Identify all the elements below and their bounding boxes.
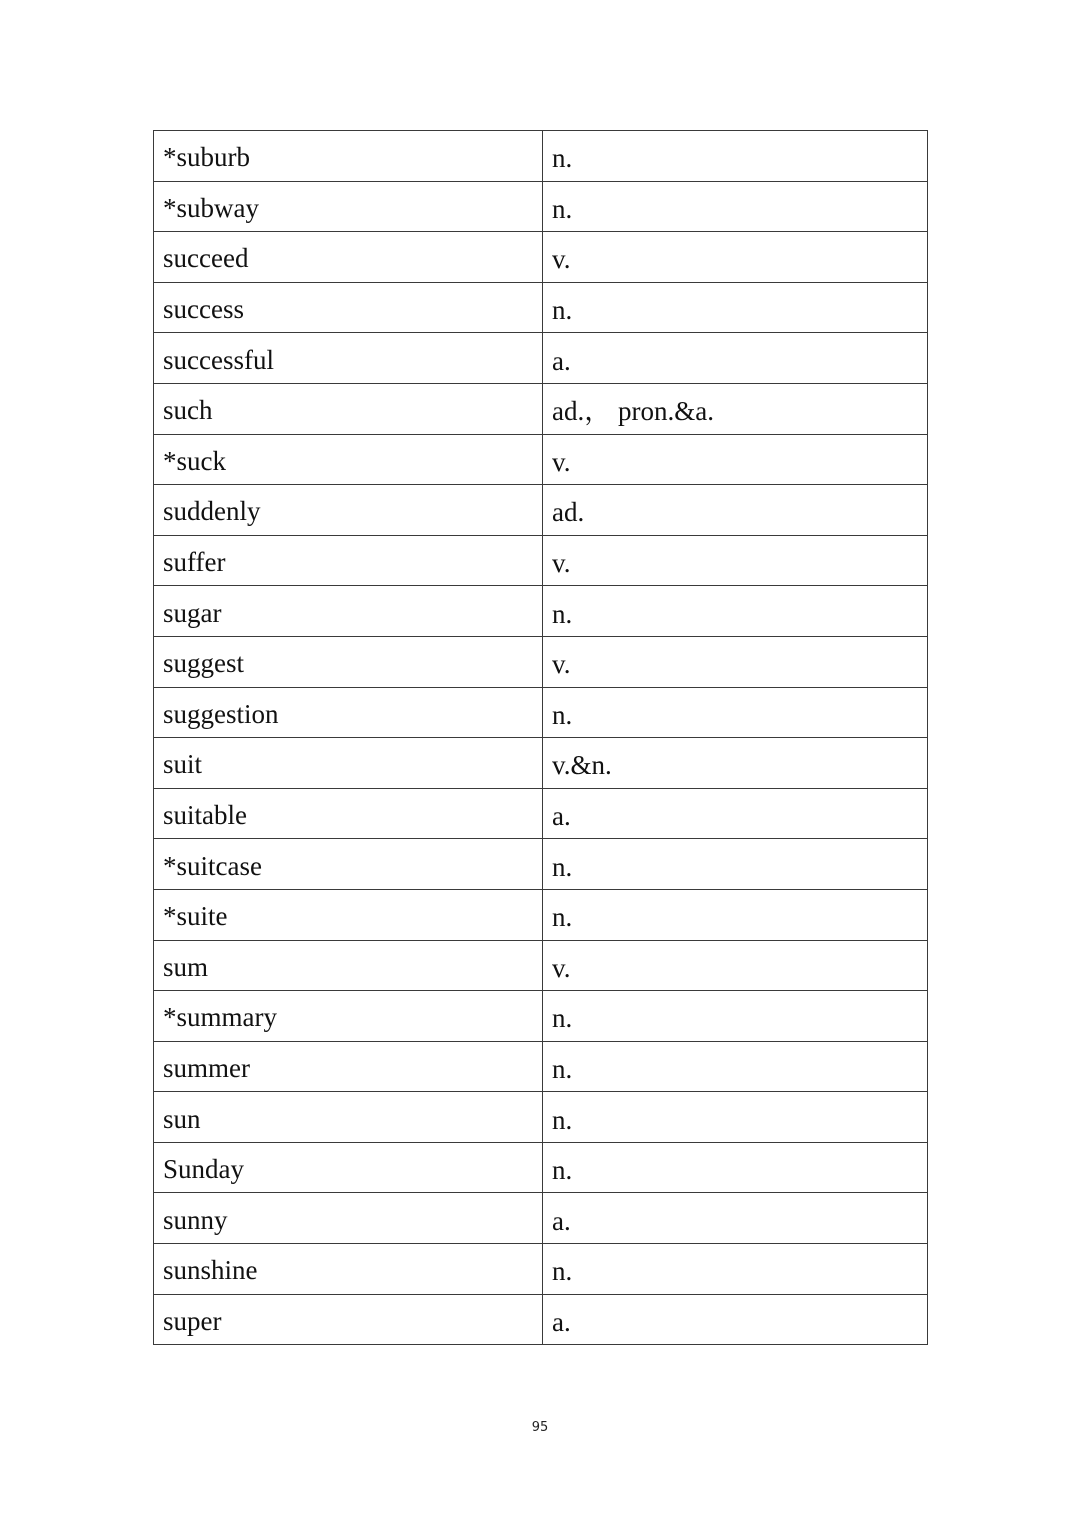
word-cell: successful bbox=[154, 333, 543, 384]
table-row bbox=[154, 383, 928, 434]
table-row bbox=[154, 687, 928, 738]
word-cell: suit bbox=[154, 738, 543, 789]
table-row bbox=[154, 232, 928, 283]
table-row bbox=[154, 839, 928, 890]
table-row bbox=[154, 738, 928, 789]
part-of-speech-cell: n. bbox=[543, 1092, 928, 1143]
word-cell: succeed bbox=[154, 232, 543, 283]
part-of-speech-cell: n. bbox=[543, 1041, 928, 1092]
word-cell: sum bbox=[154, 940, 543, 991]
part-of-speech-cell: v. bbox=[543, 940, 928, 991]
word-cell: suggestion bbox=[154, 687, 543, 738]
word-cell: *suite bbox=[154, 889, 543, 940]
word-cell: such bbox=[154, 383, 543, 434]
word-cell: *suck bbox=[154, 434, 543, 485]
table-row bbox=[154, 636, 928, 687]
word-cell: suggest bbox=[154, 636, 543, 687]
part-of-speech-cell: v.&n. bbox=[543, 738, 928, 789]
part-of-speech-cell: a. bbox=[543, 333, 928, 384]
table-row bbox=[154, 485, 928, 536]
word-cell: *suburb bbox=[154, 131, 543, 182]
table-row bbox=[154, 1244, 928, 1295]
part-of-speech-cell: n. bbox=[543, 181, 928, 232]
part-of-speech-cell: a. bbox=[543, 1294, 928, 1345]
part-of-speech-cell: ad.， pron.&a. bbox=[543, 383, 928, 434]
part-of-speech-cell: v. bbox=[543, 535, 928, 586]
table-row bbox=[154, 434, 928, 485]
part-of-speech-cell: n. bbox=[543, 1244, 928, 1295]
table-row bbox=[154, 940, 928, 991]
table-row bbox=[154, 788, 928, 839]
part-of-speech-cell: n. bbox=[543, 282, 928, 333]
part-of-speech-cell: n. bbox=[543, 687, 928, 738]
table-row bbox=[154, 586, 928, 637]
word-cell: Sunday bbox=[154, 1142, 543, 1193]
word-cell: suffer bbox=[154, 535, 543, 586]
table-row bbox=[154, 991, 928, 1042]
table-row bbox=[154, 131, 928, 182]
table-row bbox=[154, 889, 928, 940]
word-cell: sunny bbox=[154, 1193, 543, 1244]
table-row bbox=[154, 333, 928, 384]
part-of-speech-cell: n. bbox=[543, 586, 928, 637]
word-cell: sun bbox=[154, 1092, 543, 1143]
part-of-speech-cell: v. bbox=[543, 636, 928, 687]
part-of-speech-cell: n. bbox=[543, 991, 928, 1042]
word-cell: *suitcase bbox=[154, 839, 543, 890]
part-of-speech-cell: n. bbox=[543, 1142, 928, 1193]
table-row bbox=[154, 282, 928, 333]
word-cell: *subway bbox=[154, 181, 543, 232]
page-number: 95 bbox=[531, 1420, 549, 1435]
word-cell: success bbox=[154, 282, 543, 333]
table-row bbox=[154, 1193, 928, 1244]
table-row bbox=[154, 1294, 928, 1345]
word-cell: sunshine bbox=[154, 1244, 543, 1295]
table-row bbox=[154, 1041, 928, 1092]
word-cell: suddenly bbox=[154, 485, 543, 536]
table-row bbox=[154, 535, 928, 586]
part-of-speech-cell: a. bbox=[543, 1193, 928, 1244]
part-of-speech-cell: v. bbox=[543, 232, 928, 283]
word-cell: suitable bbox=[154, 788, 543, 839]
part-of-speech-cell: n. bbox=[543, 839, 928, 890]
table-row bbox=[154, 1142, 928, 1193]
part-of-speech-cell: n. bbox=[543, 889, 928, 940]
part-of-speech-cell: a. bbox=[543, 788, 928, 839]
word-cell: sugar bbox=[154, 586, 543, 637]
table-row bbox=[154, 181, 928, 232]
part-of-speech-cell: n. bbox=[543, 131, 928, 182]
word-cell: super bbox=[154, 1294, 543, 1345]
table-row bbox=[154, 1092, 928, 1143]
vocabulary-table-body bbox=[154, 131, 928, 1345]
word-cell: summer bbox=[154, 1041, 543, 1092]
part-of-speech-cell: ad. bbox=[543, 485, 928, 536]
part-of-speech-cell: v. bbox=[543, 434, 928, 485]
vocabulary-table bbox=[153, 130, 928, 1345]
word-cell: *summary bbox=[154, 991, 543, 1042]
